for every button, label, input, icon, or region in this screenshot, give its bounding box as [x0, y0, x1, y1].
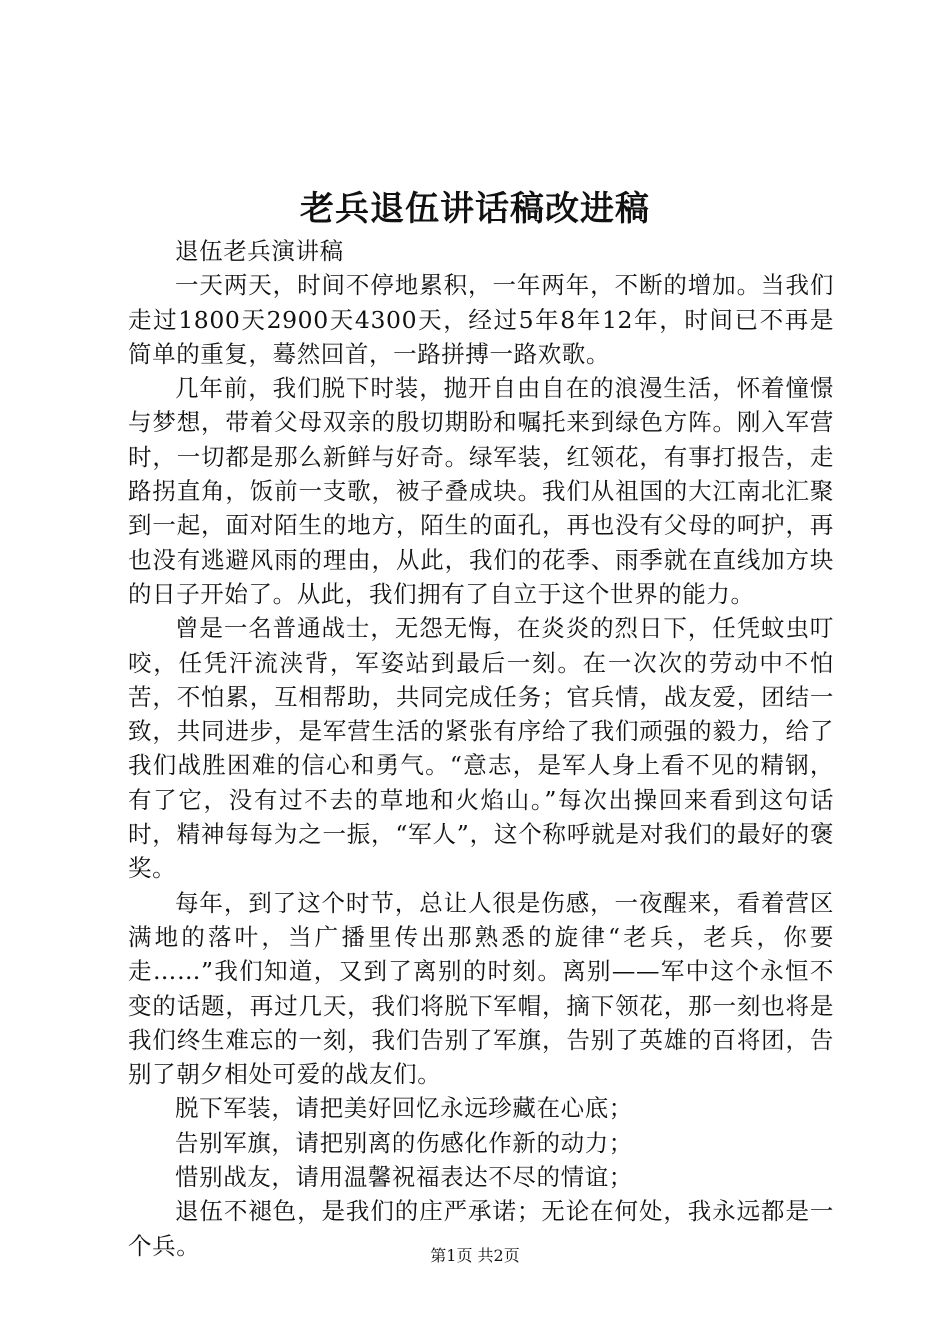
paragraph: 告别军旗，请把别离的伤感化作新的动力；: [175, 1128, 633, 1157]
document-title: 老兵退伍讲话稿改进稿: [300, 189, 650, 229]
paragraph: 一天两天，时间不停地累积，一年两年，不断的增加。当我们走过1800天2900天4300天，经过5年8年12年，时间已不再是简单的重复，蓦然回首，一路拼搏一路欢歌。: [128, 271, 834, 368]
document-body: [128, 234, 834, 1263]
paragraph: 退伍不褪色，是我们的庄严承诺；无论在何处，我永远都是一个兵。: [128, 1197, 834, 1260]
paragraph: 惜别战友，请用温馨祝福表达不尽的情谊；: [175, 1163, 633, 1192]
paragraph: 脱下军装，请把美好回忆永远珍藏在心底；: [175, 1094, 633, 1123]
paragraph: 曾是一名普通战士，无怨无悔，在炎炎的烈日下，任凭蚊虫叮咬，任凭汗流浃背，军姿站到最后一刻。在一次次的劳动中不怕苦，不怕累，互相帮助，共同完成任务；官兵情，战友爱，团结一致，共同进步，是军营生活的紧张有序给了我们顽强的毅力，给了我们战胜困难的信心和勇气。“意志，是军人身上看不见的精钢，有了它，没有过不去的草地和火焰山。”每次出操回来看到这句话时，精神每每为之一振，“军人”，这个称呼就是对我们的最好的褒奖。: [128, 614, 834, 883]
paragraph-subtitle: 退伍老兵演讲稿: [175, 237, 344, 265]
page-number-footer: 第1页 共2页: [430, 1246, 520, 1265]
paragraph: 几年前，我们脱下时装，抛开自由自在的浪漫生活，怀着憧憬与梦想，带着父母双亲的殷切期盼和嘱托来到绿色方阵。刚入军营时，一切都是那么新鲜与好奇。绿军装，红领花，有事打报告，走路拐直角，饭前一支歌，被子叠成块。我们从祖国的大江南北汇聚到一起，面对陌生的地方，陌生的面孔，再也没有父母的呵护，再也没有逃避风雨的理由，从此，我们的花季、雨季就在直线加方块的日子开始了。从此，我们拥有了自立于这个世界的能力。: [128, 374, 834, 608]
paragraph: 每年，到了这个时节，总让人很是伤感，一夜醒来，看着营区满地的落叶，当广播里传出那熟悉的旋律“老兵，老兵，你要走……”我们知道，又到了离别的时刻。离别——军中这个永恒不变的话题，再过几天，我们将脱下军帽，摘下领花，那一刻也将是我们终生难忘的一刻，我们告别了军旗，告别了英雄的百将团，告别了朝夕相处可爱的战友们。: [128, 888, 834, 1089]
